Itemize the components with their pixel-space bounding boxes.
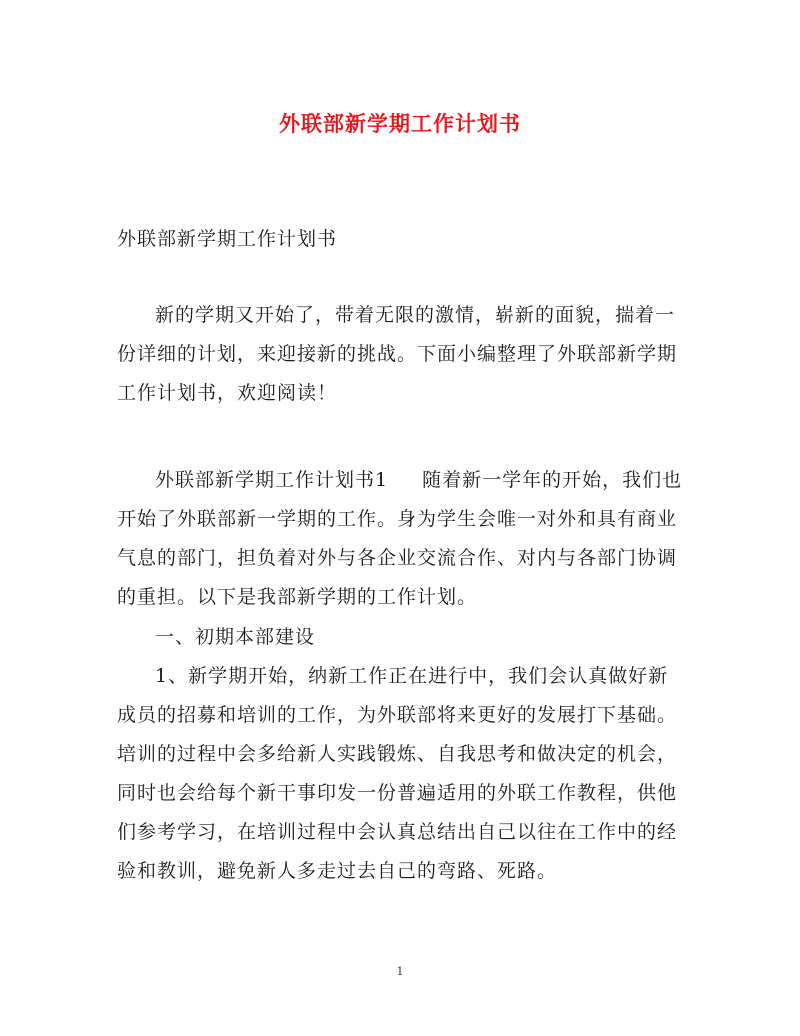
- section-heading: 一、初期本部建设: [155, 626, 316, 648]
- section-body: 随着新一学年的开始，我们也开始了外联部新一学期的工作。身为学生会唯一对外和具有商业气息的部门，担负着对外与各企业交流合作、对内与各部门协调的重担。以下是我部新学期的工作计划。: [117, 469, 683, 608]
- section-paragraph: [117, 461, 687, 617]
- list-item-paragraph: 1、新学期开始，纳新工作正在进行中，我们会认真做好新成员的招募和培训的工作，为外联部将来更好的发展打下基础。培训的过程中会多给新人实践锻炼、自我思考和做决定的机会，同时也会给每个新干事印发一份普遍适用的外联工作教程，供他们参考学习，在培训过程中会认真总结出自己以往在工作中的经验和教训，避免新人多走过去自己的弯路、死路。: [117, 665, 678, 882]
- intro-paragraph: 新的学期又开始了，带着无限的激情，崭新的面貌，揣着一份详细的计划，来迎接新的挑战。下面小编整理了外联部新学期工作计划书，欢迎阅读！: [117, 304, 678, 404]
- section-label: 外联部新学期工作计划书1: [155, 469, 389, 491]
- page-number: 1: [396, 965, 404, 978]
- document-subtitle: 外联部新学期工作计划书: [117, 228, 338, 250]
- document-title: 外联部新学期工作计划书: [279, 111, 521, 136]
